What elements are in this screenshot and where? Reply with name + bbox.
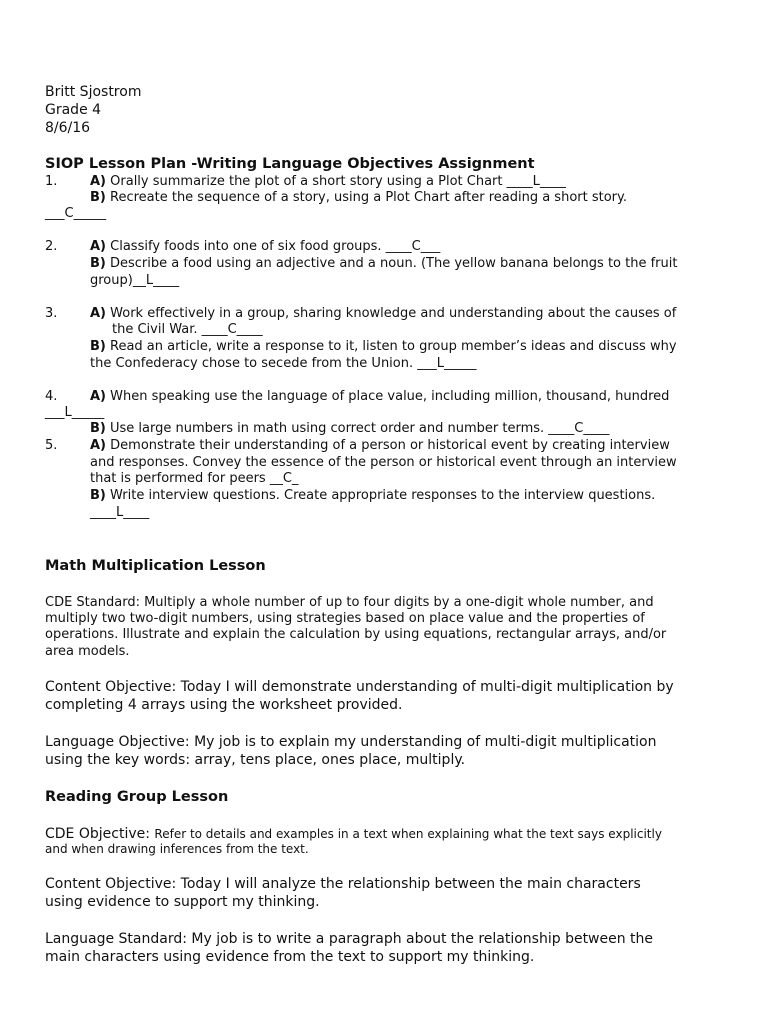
reading-content-objective-line-1: Content Objective: Today I will analyze the relationship between the main characters [45,876,641,892]
item-2-b [90,256,677,272]
math-language-objective-line-2: using the key words: array, tens place, ones place, multiply. [45,752,466,768]
item-3-b [90,339,677,355]
item-5-a-text-continued-1: and responses. Convey the essence of the person or historical event through an interview [90,455,677,470]
reading-cde-objective [45,824,662,843]
item-2-b-text: Describe a food using an adjective and a noun. (The yellow banana belongs to the fruit [110,256,678,271]
item-5-b-text: Write interview questions. Create appropriate responses to the interview questions. [110,488,656,503]
item-1-a-text: Orally summarize the plot of a short story using a Plot Chart ____L____ [110,174,566,189]
item-5-b-label: B) [90,488,106,503]
item-5-a-text: Demonstrate their understanding of a person or historical event by creating interview [110,438,670,453]
reading-content-objective-line-2: using evidence to support my thinking. [45,894,320,910]
item-1-a [90,174,566,190]
math-language-objective-line-1: Language Objective: My job is to explain my understanding of multi-digit multiplication [45,734,657,750]
item-3-b-text: Read an article, write a response to it, listen to group member’s ideas and discuss why [110,339,677,354]
item-2-b-text-continued: group)__L____ [90,273,180,288]
item-1-a-label: A) [90,174,107,189]
author-name: Britt Sjostrom [45,84,142,100]
item-4-a [90,389,669,405]
item-1-number: 1. [45,174,58,189]
item-3-a [90,306,676,322]
item-4-b-label: B) [90,421,106,436]
item-3-number: 3. [45,306,58,321]
item-3-b-label: B) [90,339,106,354]
item-2-b-label: B) [90,256,106,271]
item-2-number: 2. [45,239,58,254]
item-5-number: 5. [45,438,58,453]
siop-title: SIOP Lesson Plan -Writing Language Objectives Assignment [45,156,535,172]
reading-cde-text-continued: and when drawing inferences from the text. [45,842,309,856]
item-4-b [90,421,609,437]
reading-lesson-title: Reading Group Lesson [45,789,229,805]
item-4-b-text: Use large numbers in math using correct order and number terms. ____C____ [110,421,610,436]
math-lesson-title: Math Multiplication Lesson [45,558,266,574]
item-2-a [90,239,440,255]
math-cde-standard-line-4: area models. [45,644,130,659]
item-3-a-label: A) [90,306,107,321]
item-5-a-label: A) [90,438,107,453]
grade-level: Grade 4 [45,102,102,118]
item-5-a-text-continued-2: that is performed for peers __C_ [90,471,299,486]
item-1-b-text-continued: ___C_____ [45,206,107,221]
item-4-a-text-continued: ___L_____ [45,405,105,420]
item-4-a-label: A) [90,389,107,404]
item-5-a [90,438,670,454]
math-cde-standard-line-1: CDE Standard: Multiply a whole number of up to four digits by a one-digit whole number, and [45,595,654,610]
math-cde-standard-line-3: operations. Illustrate and explain the calculation by using equations, rectangular arrays, and/or [45,627,667,642]
document-date: 8/6/16 [45,120,91,136]
math-cde-standard-line-2: multiply two two-digit numbers, using strategies based on place value and the properties of [45,611,645,626]
item-1-b [90,190,627,206]
item-4-a-text: When speaking use the language of place value, including million, thousand, hundred [110,389,670,404]
item-2-a-text: Classify foods into one of six food groups. ____C___ [110,239,441,254]
item-4-number: 4. [45,389,58,404]
item-3-b-text-continued: the Confederacy chose to secede from the Union. ___L_____ [90,356,477,371]
item-3-a-text-continued: the Civil War. ____C____ [112,322,263,337]
reading-cde-label: CDE Objective: [45,826,155,842]
reading-language-standard-line-1: Language Standard: My job is to write a paragraph about the relationship between the [45,931,654,947]
math-content-objective-line-1: Content Objective: Today I will demonstrate understanding of multi-digit multiplication by [45,679,674,695]
reading-language-standard-line-2: main characters using evidence from the text to support my thinking. [45,949,535,965]
item-2-a-label: A) [90,239,107,254]
math-content-objective-line-2: completing 4 arrays using the worksheet provided. [45,697,403,713]
item-1-b-text: Recreate the sequence of a story, using a Plot Chart after reading a short story. [110,190,627,205]
reading-cde-text: Refer to details and examples in a text when explaining what the text says explicitly [154,827,662,841]
item-5-b [90,488,655,504]
item-5-b-text-continued: ____L____ [90,505,150,520]
item-3-a-text: Work effectively in a group, sharing knowledge and understanding about the causes of [110,306,677,321]
item-1-b-label: B) [90,190,106,205]
